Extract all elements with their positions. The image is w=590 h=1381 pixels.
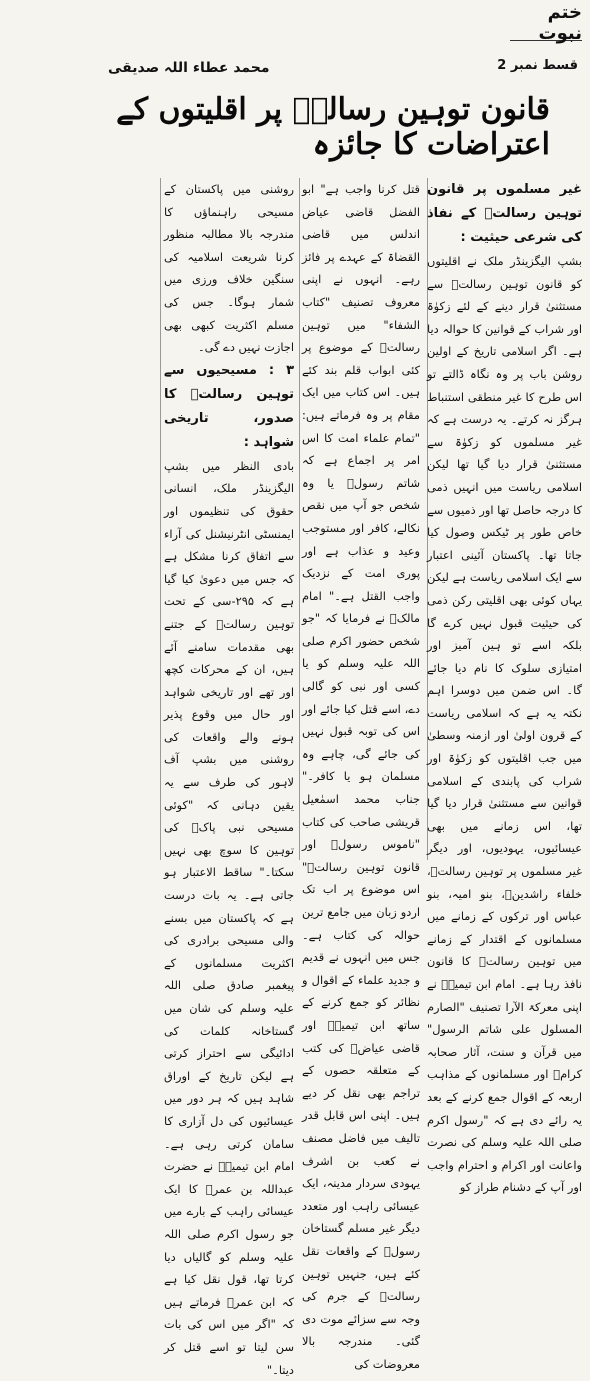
- column-text: روشنی میں پاکستان کے مسیحی راہنماؤں کا مندرجہ بالا مطالبہ منظور کرنا شریعت اسلامیہ کی سنگین خلاف ورزی میں شمار ہوگا۔ جس کی مسلم اکثریت کبھی بھی اجازت نہیں دے گی۔: [164, 182, 294, 355]
- section-heading: غیر مسلموں پر قانون توہین رسالتؐ کے نفاذ کی شرعی حیثیت :: [427, 182, 582, 245]
- article-columns: [8, 178, 582, 1377]
- column-text: بادی النظر میں بشپ الیگزینڈر ملک، انسانی حقوق کی تنظیموں اور ایمنسٹی انٹرنیشنل کی آراء سے اتفاق کرنا مشکل ہے کہ جس میں دعویٰ کیا گیا ہے کہ ۲۹۵-سی کے تحت توہین رسالتؐ کے جتنے بھی مقدمات سامنے آئے ہیں، ان کے محرکات کچھ اور تھے اور تاریخی شواہد اور حال میں وقوع پذیر ہونے والے واقعات کی روشنی میں بشپ آف لاہور کی طرف سے یہ یقین دہانی کہ "کوئی مسیحی نبی پاکؐ کی توہین کا سوچ بھی نہیں سکتا۔" ساقط الاعتبار ہو جاتی ہے۔ یہ بات درست ہے کہ پاکستان میں بسنے والی مسیحی برادری کی اکثریت مسلمانوں کے پیغمبر صادق صلی اللہ علیہ وسلم کی شان میں گستاخانہ کلمات کی ادائیگی سے احتراز کرتی ہے لیکن تاریخ کے اوراق شاہد ہیں کہ ہر دور میں عیسائیوں کی دل آزاری کا سامان کرتی رہی ہے۔ امام ابن تیمیہؒ نے حضرت عبداللہ بن عمرؓ کا ایک عیسائی راہب کے بارے میں جو رسول اکرم صلی اللہ علیہ وسلم کو گالیاں دیا کرتا تھا، قول نقل کیا ہے کہ ابن عمرؓ فرماتے ہیں کہ "اگر میں اس کی بات سن لیتا تو اسے قتل کر دیتا۔": [164, 458, 294, 1377]
- masthead-logo: ختم نبوت: [510, 6, 582, 41]
- article-column-3: [164, 178, 294, 1377]
- author-name: محمد عطاء اللہ صدیقی: [108, 60, 270, 76]
- section-heading: ۳ : مسیحیوں سے توہین رسالتؐ کا صدور، تاریخی شواہد :: [164, 362, 294, 450]
- article-column-1: [427, 178, 582, 1195]
- article-column-4: [8, 178, 156, 860]
- column-text: قتل کرنا واجب ہے" ابو الفضل قاضی عیاض اندلس میں قاضی القضاۃ کے عہدے پر فائز رہے۔ انہوں نے اپنی معروف تصنیف "کتاب الشفاء" میں توہین رسالتؐ کے موضوع پر کئی ابواب قلم بند کئے ہیں۔ اس کتاب میں ایک مقام پر وہ فرماتے ہیں: "تمام علماء امت کا اس امر پر اجماع ہے کہ شاتم رسولؐ یا وہ شخص جو آپ میں نقص نکالے، کافر اور مستوجب وعید و عذاب ہے اور پوری امت کے نزدیک واجب القتل ہے۔" امام مالکؒ نے فرمایا کہ "جو شخص حضور اکرم صلی اللہ علیہ وسلم کو یا کسی اور نبی کو گالی دے، اسے قتل کیا جائے اور اس کی توبہ قبول نہیں کی جائے گی، چاہے وہ مسلمان ہو یا کافر۔" جناب محمد اسمٰعیل قریشی صاحب کی کتاب "ناموس رسولؐ اور قانون توہین رسالتؐ" اس موضوع پر اب تک اردو زبان میں جامع ترین حوالہ کی کتاب ہے۔ جس میں انہوں نے قدیم و جدید علماء کے اقوال و نظائر کو جمع کرنے کے ساتھ ابن تیمیہؒ اور قاضی عیاضؒ کی کتب کے متعلقہ حصوں کے تراجم بھی نقل کر دیے ہیں۔ اپنی اس قابل قدر تالیف میں فاضل مصنف نے کعب بن اشرف یہودی سردار مدینہ، ایک عیسائی راہب اور متعدد دیگر غیر مسلم گستاخان رسولؐ کے واقعات نقل کئے ہیں، جنہیں توہین رسالتؐ کے جرم کی وجہ سے سزائے موت دی گئی۔ مندرجہ بالا معروضات کی: [302, 182, 420, 1371]
- installment-label: قسط نمبر 2: [497, 58, 578, 73]
- column-text: بشپ الیگزینڈر ملک نے اقلیتوں کو قانون توہین رسالتؐ سے مستثنیٰ قرار دینے کے لئے زکوٰۃ اور شراب کے قوانین کا حوالہ دیا ہے۔ اگر اسلامی تاریخ کے اولین روشن باب پر وہ نگاہ ڈالتے تو اس طرح کا غیر منطقی استنباط ہرگز نہ کرتے۔ یہ درست ہے کہ غیر مسلموں کو زکوٰۃ سے مستثنیٰ قرار دیا گیا تھا لیکن اسلامی ریاست میں انہیں ذمی کا درجہ حاصل تھا اور ذمیوں سے خاص طور پر ٹیکس وصول کیا جاتا تھا۔ پاکستان آئینی اعتبار سے ایک اسلامی ریاست ہے لیکن یہاں کوئی بھی اقلیتی رکن ذمی کی حیثیت قبول نہیں کرے گا بلکہ اسے تو ہین آمیز اور امتیازی سلوک کا نام دیا جائے گا۔ اس ضمن میں دوسرا اہم نکتہ یہ ہے کہ اسلامی ریاست کے قرون اولیٰ اور ازمنہ وسطیٰ میں جب اقلیتوں کو زکوٰۃ اور شراب کی پابندی کے اسلامی قوانین سے مستثنیٰ قرار دیا گیا تھا، اس زمانے میں بھی عیسائیوں، یہودیوں، اور دیگر غیر مسلموں پر توہین رسالتؐ، خلفاء راشدینؓ، بنو امیہ، بنو عباس اور ترکوں کے زمانے میں مسلمانوں کے اقتدار کے زمانے میں توہین رسالتؐ کا قانون نافذ رہا ہے۔ امام ابن تیمیہؒ نے اپنی معرکۃ الآرا تصنیف "الصارم المسلول علی شاتم الرسول" میں قرآن و سنت، آثار صحابہ کرامؓ اور مسلمانوں کے مذاہب اربعہ کے اقوال جمع کرنے کے بعد یہ رائے دی ہے کہ "رسول اکرم صلی اللہ علیہ وسلم کی نصرت واعانت اور اکرام و احترام واجب اور آپ کے دشنام طراز کو: [427, 254, 582, 1195]
- article-headline: قانون توہین رسالتؐ پر اقلیتوں کے اعتراضات کا جائزہ: [116, 92, 550, 162]
- article-column-2: [302, 178, 420, 1371]
